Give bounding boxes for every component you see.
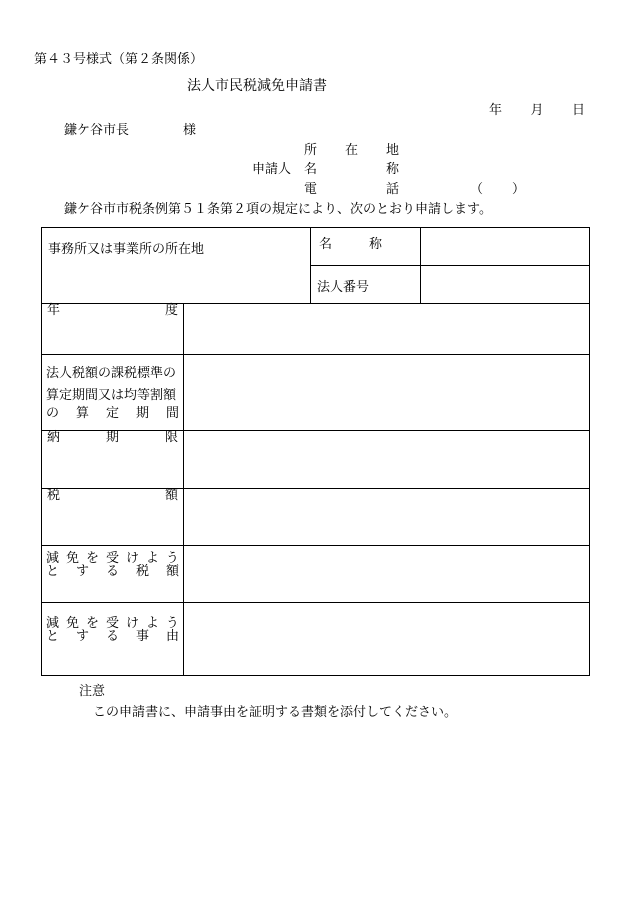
label-char: 人 [201,78,215,94]
label-char: 減 [257,78,271,94]
label-char: 期 [105,430,119,445]
label-char: 免 [65,551,79,566]
period-label-cell [42,355,184,431]
due-date-label [42,431,183,444]
form-title [187,79,443,93]
label-char: 請 [299,78,313,94]
label-char: 名 [319,237,333,252]
tax-amount-input-cell[interactable] [184,489,590,546]
label-char: 免 [271,78,285,94]
label-char: 称 [385,162,399,177]
reduction-reason-line-2 [46,630,179,643]
label-char: す [75,629,89,644]
label-char: 事 [135,629,149,644]
period-line-1: 法人税額の課税標準の [46,366,177,381]
label-char: け [125,551,139,566]
period-label [42,355,183,420]
label-char: よ [145,551,159,566]
label-char: 額 [165,564,179,579]
reduction-amount-input-cell[interactable] [184,546,590,603]
reduction-reason-input-cell[interactable] [184,603,590,676]
due-date-input-cell[interactable] [184,431,590,489]
reduction-reason-label [42,603,183,643]
label-char: 間 [165,406,179,421]
office-location-label: 事務所又は事業所の所在地 [48,242,205,257]
fiscal-year-label-cell [42,304,184,355]
period-input-cell[interactable] [184,355,590,431]
label-char: る [105,629,119,644]
label-char: 所 [304,143,318,158]
label-char: 定 [105,406,119,421]
notes-text: この申請書に、申請事由を証明する書類を添付してください。 [93,705,458,720]
corp-number-label-cell [311,266,421,304]
label-char: 書 [313,78,327,94]
label-char: 市 [215,78,229,94]
label-char: う [165,551,179,566]
applicant-address-label [304,144,399,157]
label-char: 納 [47,430,61,445]
fiscal-year-label [42,304,183,317]
label-char: 在 [344,143,358,158]
name-input-cell[interactable] [421,228,590,266]
applicant-name-label [304,163,399,176]
label-char: 民 [229,78,243,94]
label-char: 限 [164,430,178,445]
label-char: 額 [164,488,178,503]
reduction-amount-label-cell [42,546,184,603]
date-line [489,104,585,117]
corp-number-input-cell[interactable] [421,266,590,304]
label-char: 受 [105,616,119,631]
label-char: 法 [187,78,201,94]
label-char: の [46,406,60,421]
label-char: 称 [369,237,383,252]
label-char: 税 [47,488,61,503]
label-char: を [85,616,99,631]
reduction-amount-line-2 [46,565,179,578]
due-date-label-cell [42,431,184,489]
form-number: 第４３号様式（第２条関係） [34,52,204,67]
applicant-phone-label [304,183,399,196]
label-char: る [105,564,119,579]
phone-paren-close: ） [512,182,526,197]
application-table [41,227,590,676]
label-char: す [75,564,89,579]
office-location-cell[interactable] [42,228,311,304]
label-char: 申 [285,78,299,94]
intro-text: 鎌ケ谷市市税条例第５１条第２項の規定により、次のとおり申請します。 [64,202,492,217]
label-char: 地 [385,143,399,158]
applicant-label: 申請人 [252,162,292,177]
tax-amount-label-cell [42,489,184,546]
label-char: 税 [243,78,257,94]
label-char: 名 [304,162,318,177]
addressee: 鎌ケ谷市長 [64,123,130,138]
label-char: 免 [65,616,79,631]
period-line-2: 算定期間又は均等割額 [46,388,177,403]
fiscal-year-input-cell[interactable] [184,304,590,355]
notes-heading: 注意 [79,684,106,699]
reduction-reason-label-cell [42,603,184,676]
label-char: 電 [304,182,318,197]
label-char: 年 [47,303,61,318]
label-char: う [165,616,179,631]
phone-paren-open: （ [470,182,484,197]
title-char [187,79,327,93]
date-day-label: 日 [571,103,585,118]
corp-number-label: 法人番号 [317,280,370,295]
label-char: 由 [165,629,179,644]
label-char: け [125,616,139,631]
tax-amount-label [42,489,183,502]
name-label-cell [311,228,421,266]
label-char: 受 [105,551,119,566]
addressee-suffix: 様 [183,123,197,138]
label-char: 度 [164,303,178,318]
label-char: を [85,551,99,566]
label-char: 税 [135,564,149,579]
reduction-amount-label [42,546,183,578]
label-char: 減 [46,551,60,566]
period-line-3 [46,407,179,420]
label-char: よ [145,616,159,631]
label-char: と [46,629,60,644]
label-char: と [46,564,60,579]
date-month-label: 月 [530,103,544,118]
label-char: 算 [75,406,89,421]
label-char: 期 [135,406,149,421]
label-char: 話 [385,182,399,197]
name-label [319,238,382,251]
label-char: 減 [46,616,60,631]
date-year-label: 年 [489,103,503,118]
